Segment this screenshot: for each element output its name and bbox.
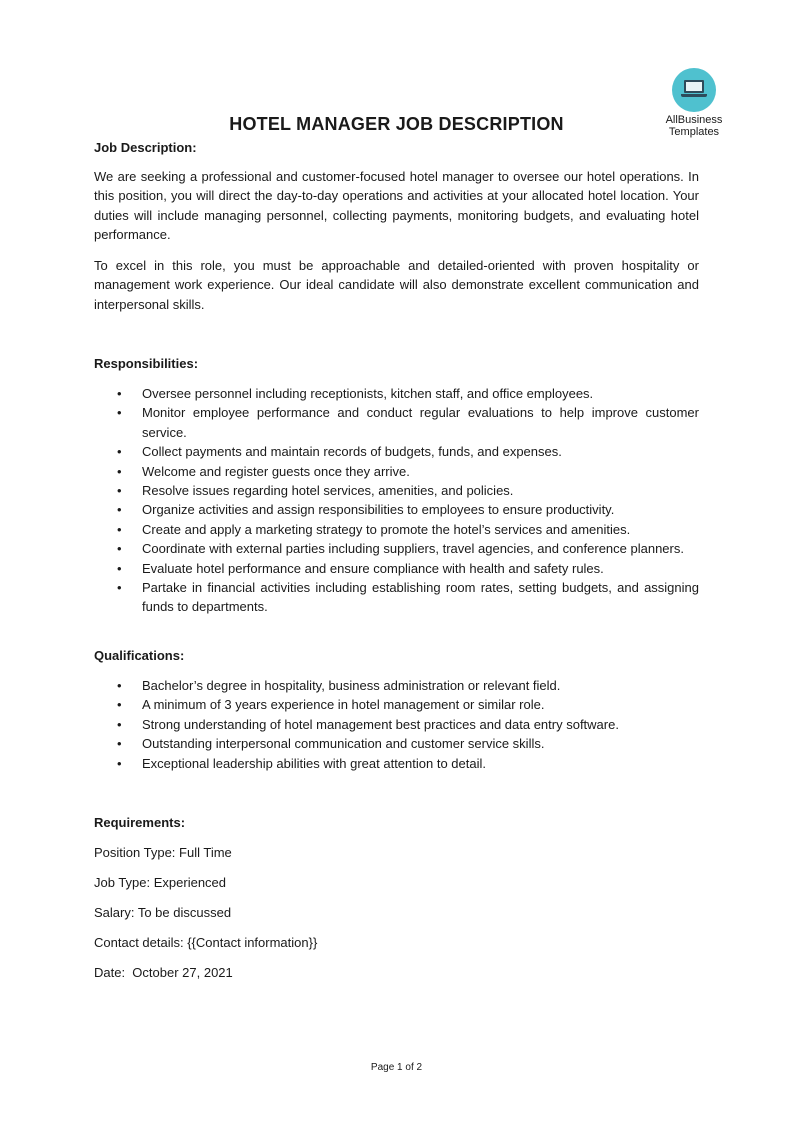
requirements-line-block [94,933,699,952]
requirements-line-block [94,843,699,862]
list-item: • Welcome and register guests once they arrive. [94,462,699,481]
bullet-icon: • [117,405,122,421]
requirements-line-block [94,903,699,922]
list-item: • Bachelor’s degree in hospitality, business administration or relevant field. [94,676,699,695]
bullet-icon: • [117,483,122,499]
responsibilities-heading: Responsibilities: [94,356,199,371]
requirements-line-block [94,873,699,892]
responsibilities-list [94,384,699,617]
qualifications-list [94,676,699,773]
list-item: • Resolve issues regarding hotel services, amenities, and policies. [94,481,699,500]
requirements-heading: Requirements: [94,815,186,830]
list-item: • Evaluate hotel performance and ensure compliance with health and safety rules. [94,559,699,578]
job-description-paragraph-2-block [94,256,699,314]
bullet-icon: • [117,502,122,518]
list-item: • A minimum of 3 years experience in hotel management or similar role. [94,695,699,714]
qualifications-section [94,646,699,665]
salary: Salary: To be discussed [94,905,232,920]
bullet-icon: • [117,716,122,732]
qualifications-heading: Qualifications: [94,648,185,663]
list-item: • Strong understanding of hotel management best practices and data entry software. [94,715,699,734]
bullet-icon: • [117,697,122,713]
bullet-icon: • [117,521,122,537]
job-type: Job Type: Experienced [94,875,227,890]
logo-line-1: AllBusiness [665,114,723,126]
list-item: • Outstanding interpersonal communication and customer service skills. [94,734,699,753]
bullet-icon: • [117,755,122,771]
job-description-paragraph-1-block [94,167,699,245]
job-description-heading: Job Description: [94,140,197,155]
bullet-icon: • [117,463,122,479]
requirements-line-block [94,963,699,982]
job-description-paragraph: To excel in this role, you must be approachable and detailed-oriented with proven hospitality or management work experience. Our ideal candidate will also demonstrate excellent communication and interpersonal skills. [94,258,699,312]
bullet-icon: • [117,560,122,576]
document-title: HOTEL MANAGER JOB DESCRIPTION [229,114,564,134]
list-item: • Coordinate with external parties including suppliers, travel agencies, and conference planners. [94,539,699,558]
bullet-icon: • [117,444,122,460]
list-item: • Collect payments and maintain records of budgets, funds, and expenses. [94,442,699,461]
list-item: • Partake in financial activities including establishing room rates, setting budgets, and assigning funds to departments. [117,580,699,615]
contact-details: Contact details: {{Contact information}} [94,935,318,950]
bullet-icon: • [117,580,122,596]
job-description-section [94,138,699,157]
date: Date: October 27, 2021 [94,965,233,980]
responsibilities-section [94,354,699,373]
responsibilities-list-block [94,384,699,617]
requirements-section [94,813,699,832]
bullet-icon: • [117,386,122,401]
bullet-icon: • [117,678,122,693]
bullet-icon: • [117,736,122,752]
list-item: • Exceptional leadership abilities with great attention to detail. [94,754,699,773]
laptop-icon [672,68,716,112]
position-type: Position Type: Full Time [94,845,232,860]
list-item: • Create and apply a marketing strategy to promote the hotel’s services and amenities. [94,520,699,539]
job-description-paragraph: We are seeking a professional and customer-focused hotel manager to oversee our hotel operations. In this position, you will direct the day-to-day operations and activities at your allocated hotel location. Your duties will include managing personnel, collecting payments, monitoring budgets, and evaluating hotel performance. [94,169,699,243]
page-number: Page 1 of 2 [370,1062,423,1073]
logo-line-2: Templates [668,126,720,138]
list-item: • Oversee personnel including receptionists, kitchen staff, and office employees. [94,384,699,403]
qualifications-list-block [94,676,699,773]
bullet-icon: • [117,541,122,557]
list-item: • Monitor employee performance and conduct regular evaluations to help improve customer service. [117,405,699,440]
list-item: • Organize activities and assign responsibilities to employees to ensure productivity. [94,500,699,519]
